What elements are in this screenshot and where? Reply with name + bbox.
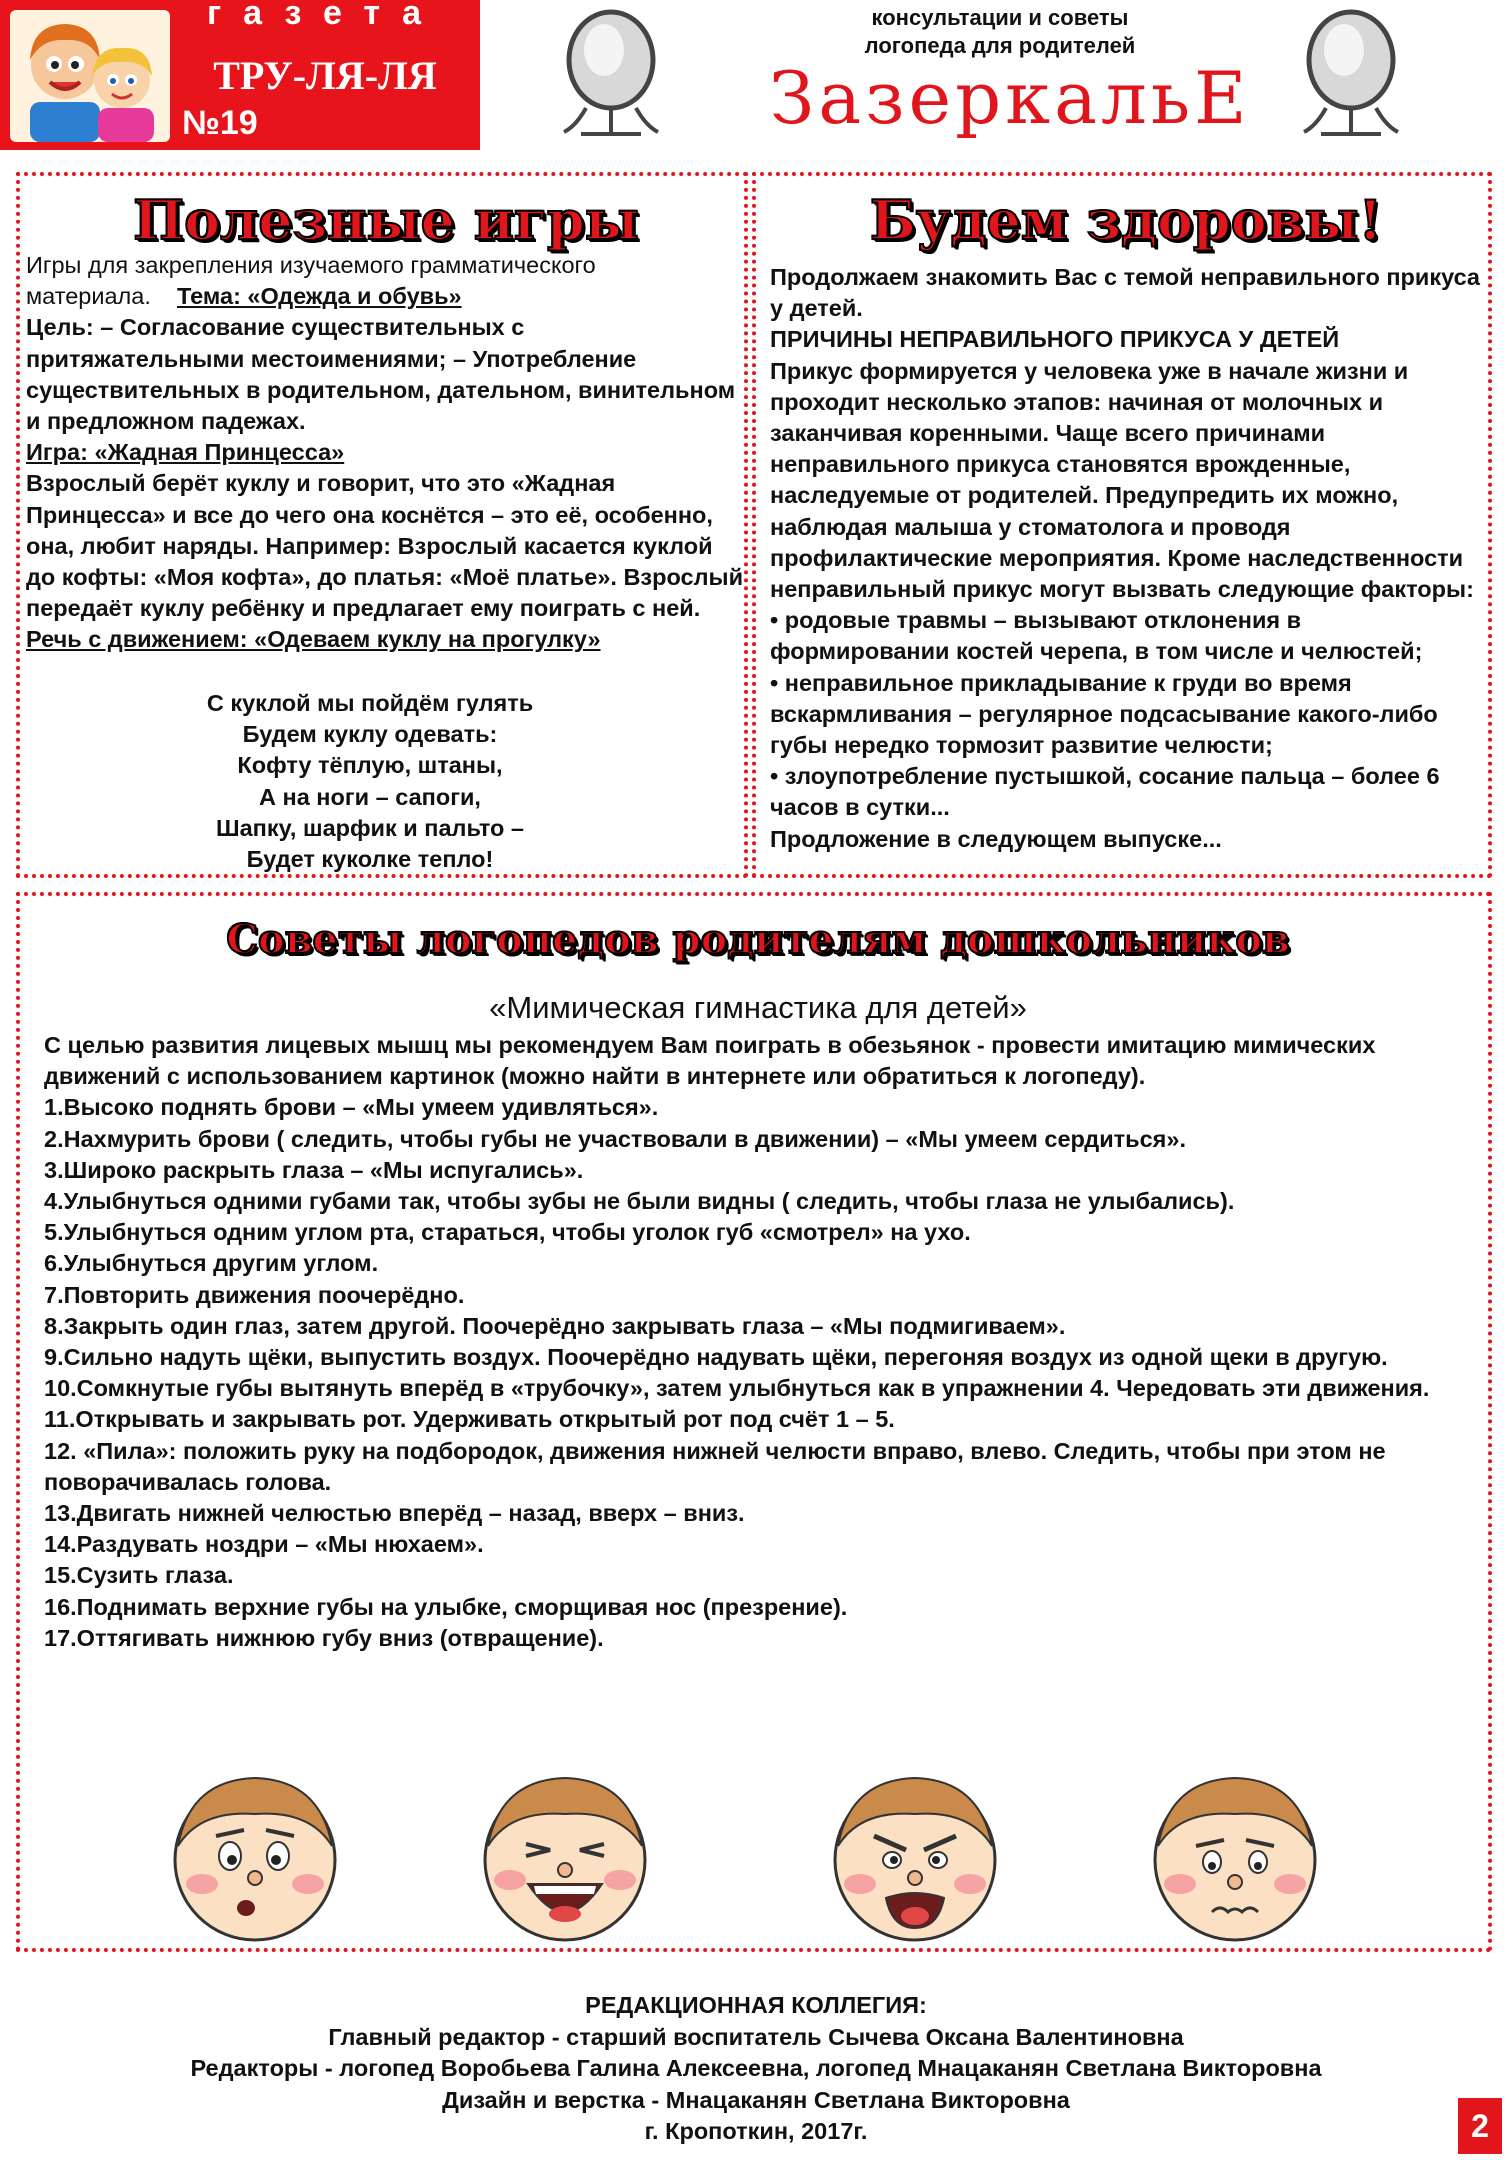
editorial-heading: РЕДАКЦИОННАЯ КОЛЛЕГИЯ: bbox=[585, 1992, 927, 2018]
header-tagline bbox=[820, 4, 1180, 60]
poem-line: С куклой мы пойдём гулять bbox=[206, 690, 534, 716]
design-credit: Дизайн и верстка - Мнацаканян Светлана Викторовна bbox=[442, 2086, 1070, 2113]
exercise-item: 11.Открывать и закрывать рот. Удерживать открытый рот под счёт 1 – 5. bbox=[44, 1406, 895, 1433]
face-angry-illustration bbox=[820, 1760, 1010, 1950]
exercise-item: 8.Закрыть один глаз, затем другой. Поочерёдно закрывать глаза – «Мы подмигиваем». bbox=[44, 1312, 1066, 1339]
poem-line: Будет куколке тепло! bbox=[246, 846, 494, 873]
be-healthy-panel bbox=[752, 172, 1492, 878]
tips-text bbox=[44, 1030, 1474, 1654]
exercise-item: 9.Сильно надуть щёки, выпустить воздух. Поочерёдно надувать щёки, перегоняя воздух из одной щеки в другую. bbox=[44, 1344, 1388, 1371]
exercise-item: 4.Улыбнуться одними губами так, чтобы зубы не были видны ( следить, чтобы глаза не улыбались). bbox=[44, 1188, 1235, 1215]
poem-line: А на ноги – сапоги, bbox=[259, 783, 481, 810]
game-description: Взрослый берёт куклу и говорит, что это «Жадная Принцесса» и все до чего она коснётся – это её, особенно, она, любит наряды. Например: Взрослый касается куклой до кофты: «Моя кофта», до платья: «Моё платье». Взрослый передаёт куклу ребёнку и предлагает ему поиграть с ней. bbox=[26, 470, 744, 622]
poem-line: Будем куклу одевать: bbox=[242, 721, 498, 748]
exercise-item: 12. «Пила»: положить руку на подбородок, движения нижней челюсти вправо, влево. Следить, чтобы при этом не поворачивалась голова. bbox=[44, 1437, 1386, 1495]
games-goal: Цель: – Согласование существительных с притяжательными местоимениями; – Употребление существительных в родительном, дательном, винительном и предложном падежах. bbox=[26, 314, 736, 435]
chief-editor: Главный редактор - старший воспитатель Сычева Оксана Валентиновна bbox=[328, 2023, 1184, 2050]
exercise-item: 17.Оттягивать нижнюю губу вниз (отвращение). bbox=[44, 1624, 604, 1651]
health-paragraph: Прикус формируется у человека уже в начале жизни и проходит несколько этапов: начиная от молочных и заканчивая коренными. Чаще всего причинами неправильного прикуса становятся врожденные, наследуемые от родителей. Предупредить их можно, наблюдая малыша у стоматолога и проводя профилактические мероприятия. Кроме наследственности неправильный прикус могут вызвать следующие факторы: bbox=[770, 357, 1474, 603]
face-laughing-illustration bbox=[470, 1760, 660, 1950]
exercise-item: 1.Высоко поднять брови – «Мы умеем удивляться». bbox=[44, 1094, 659, 1121]
exercise-item: 10.Сомкнутые губы вытянуть вперёд в «трубочку», затем улыбнуться как в упражнении 4. Чередовать эти движения. bbox=[44, 1375, 1430, 1402]
exercise-item: 3.Широко раскрыть глаза – «Мы испугались». bbox=[44, 1156, 584, 1183]
poem-line: Шапку, шарфик и пальто – bbox=[215, 814, 524, 841]
games-intro-paragraph bbox=[26, 250, 746, 312]
health-continued: Продложение в следующем выпуске... bbox=[770, 825, 1222, 852]
editorial-board bbox=[0, 1990, 1512, 2148]
useful-games-text bbox=[26, 250, 746, 656]
exercise-item: 2.Нахмурить брови ( следить, чтобы губы не участвовали в движении) – «Мы умеем сердиться». bbox=[44, 1125, 1186, 1152]
health-paragraph: Продолжаем знакомить Вас с темой неправильного прикуса у детей. bbox=[770, 264, 1480, 322]
tagline-line-1: консультации и советы bbox=[871, 5, 1129, 30]
tips-intro: С целью развития лицевых мышц мы рекомендуем Вам поиграть в обезьянок - провести имитацию мимических движений с использованием картинок (можно найти в интернете или обратиться к логопеду). bbox=[44, 1032, 1376, 1090]
game-title: Игра: «Жадная Принцесса» bbox=[26, 439, 345, 466]
tips-subtitle: «Мимическая гимнастика для детей» bbox=[489, 990, 1027, 1025]
health-bullet: • родовые травмы – вызывают отклонения в формировании костей черепа, в том числе и челюстей; bbox=[770, 607, 1423, 665]
mirror-left-illustration bbox=[556, 8, 666, 148]
mirror-right-illustration bbox=[1296, 8, 1406, 148]
exercise-item: 16.Поднимать верхние губы на улыбке, сморщивая нос (презрение). bbox=[44, 1593, 848, 1620]
exercise-item: 7.Повторить движения поочерёдно. bbox=[44, 1281, 465, 1308]
face-surprised-illustration bbox=[160, 1760, 350, 1950]
tagline-line-2: логопеда для родителей bbox=[864, 33, 1136, 58]
exercise-item: 14.Раздувать ноздри – «Мы нюхаем». bbox=[44, 1531, 484, 1558]
exercise-item: 6.Улыбнуться другим углом. bbox=[44, 1250, 379, 1277]
be-healthy-title: Будем здоровы! bbox=[869, 188, 1383, 252]
page-number: 2 bbox=[1458, 2098, 1502, 2154]
doll-poem bbox=[20, 688, 720, 875]
useful-games-title: Полезные игры bbox=[133, 188, 639, 252]
brand-name: ТРУ-ЛЯ-ЛЯ bbox=[213, 53, 437, 98]
exercise-item: 15.Сузить глаза. bbox=[44, 1562, 234, 1589]
health-bullet: • неправильное прикладывание к груди во время вскармливания – регулярное подсасывание какого-либо губы нередко тормозит развитие челюсти; bbox=[770, 669, 1438, 759]
zazerkalie-logo: ЗазеркальЕ bbox=[769, 56, 1251, 140]
kids-illustration bbox=[10, 10, 170, 142]
face-sad-illustration bbox=[1140, 1760, 1330, 1950]
games-theme: Тема: «Одежда и обувь» bbox=[176, 283, 462, 310]
city-year: г. Кропоткин, 2017г. bbox=[644, 2118, 868, 2144]
speech-movement-title: Речь с движением: «Одеваем куклу на прогулку» bbox=[26, 626, 601, 653]
tips-title: Советы логопедов родителям дошкольников bbox=[226, 916, 1290, 963]
exercise-item: 13.Двигать нижней челюстью вперёд – назад, вверх – вниз. bbox=[44, 1500, 745, 1527]
health-bullet: • злоупотребление пустышкой, сосание пальца – более 6 часов в сутки... bbox=[770, 763, 1440, 821]
issue-number: №19 bbox=[182, 104, 258, 142]
games-intro: Игры для закрепления изучаемого грамматического материала. bbox=[26, 252, 596, 310]
brand-gazeta-label: газета bbox=[207, 0, 443, 32]
exercise-item: 5.Улыбнуться одним углом рта, стараться, чтобы уголок губ «смотрел» на ухо. bbox=[44, 1219, 971, 1246]
useful-games-panel bbox=[16, 172, 748, 878]
health-heading: ПРИЧИНЫ НЕПРАВИЛЬНОГО ПРИКУСА У ДЕТЕЙ bbox=[770, 326, 1340, 353]
newspaper-brand-box bbox=[0, 0, 480, 150]
poem-line: Кофту тёплую, штаны, bbox=[237, 752, 503, 779]
be-healthy-text bbox=[770, 262, 1486, 855]
editors: Редакторы - логопед Воробьева Галина Алексеевна, логопед Мнацаканян Светлана Викторовна bbox=[190, 2055, 1322, 2081]
